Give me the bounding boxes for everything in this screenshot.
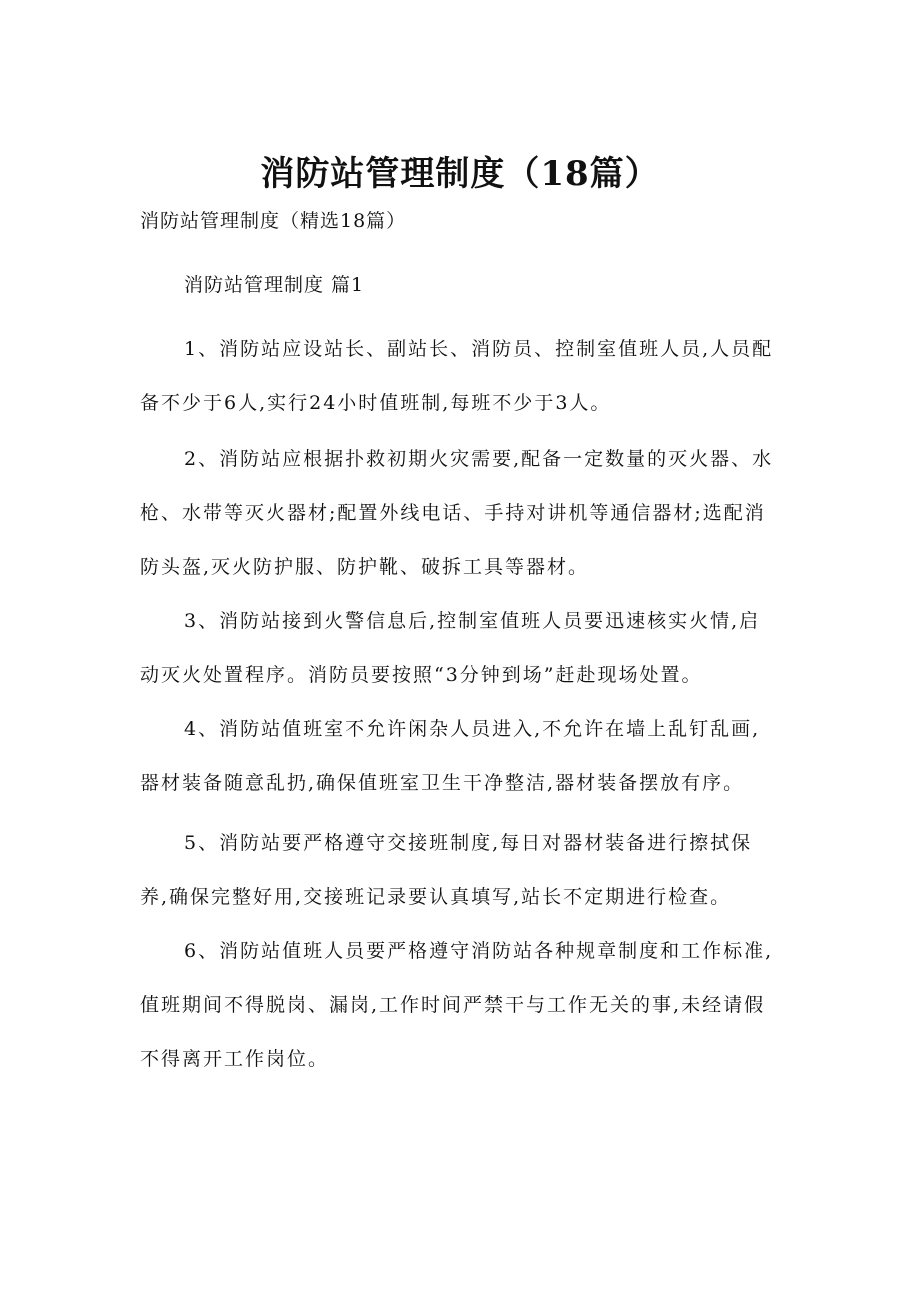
document-subtitle: 消防站管理制度（精选18篇） xyxy=(140,210,407,232)
paragraph-6: 6、消防站值班人员要严格遵守消防站各种规章制度和工作标准,值班期间不得脱岗、漏岗,工作时间严禁干与工作无关的事,未经请假不得离开工作岗位。 xyxy=(140,940,774,1070)
paragraph-1: 1、消防站应设站长、副站长、消防员、控制室值班人员,人员配备不少于6人,实行24小时值班制,每班不少于3人。 xyxy=(140,338,774,414)
paragraph-4: 4、消防站值班室不允许闲杂人员进入,不允许在墙上乱钉乱画,器材装备随意乱扔,确保值班室卫生干净整洁,器材装备摆放有序。 xyxy=(140,718,761,794)
document-title: 消防站管理制度（18篇） xyxy=(260,154,660,194)
paragraph-5: 5、消防站要严格遵守交接班制度,每日对器材装备进行擦拭保养,确保完整好用,交接班记录要认真填写,站长不定期进行检查。 xyxy=(140,832,753,908)
section-heading: 消防站管理制度 篇1 xyxy=(184,274,365,296)
paragraph-3: 3、消防站接到火警信息后,控制室值班人员要迅速核实火情,启动灭火处置程序。消防员要按照“3分钟到场”赶赴现场处置。 xyxy=(140,610,761,686)
paragraph-2: 2、消防站应根据扑救初期火灾需要,配备一定数量的灭火器、水枪、水带等灭火器材;配置外线电话、手持对讲机等通信器材;选配消防头盔,灭火防护服、防护靴、破拆工具等器材。 xyxy=(140,448,774,578)
